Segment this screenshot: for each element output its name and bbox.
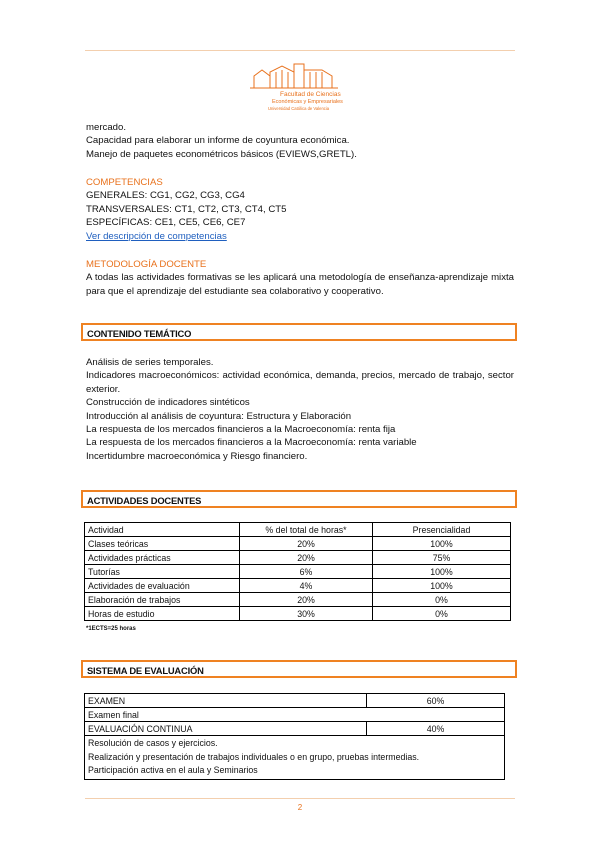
table-cell: Actividades de evaluación (85, 579, 240, 593)
table-cell: 4% (240, 579, 373, 593)
actividades-table (84, 522, 511, 621)
list-item: Análisis de series temporales. (86, 357, 214, 368)
continua-items (85, 736, 505, 780)
examen-value: 60% (367, 694, 505, 708)
table-row (85, 551, 511, 565)
table-cell: 0% (373, 593, 511, 607)
list-item: La respuesta de los mercados financieros a la Macroeconomía: renta variable (86, 437, 417, 449)
list-item: Construcción de indicadores sintéticos (86, 397, 250, 409)
list-item: Resolución de casos y ejercicios. (88, 738, 218, 748)
table-cell: 75% (373, 551, 511, 565)
table-row (85, 736, 505, 780)
metodologia-heading: METODOLOGÍA DOCENTE (86, 259, 207, 270)
footer-rule (85, 798, 515, 799)
continua-value: 40% (367, 722, 505, 736)
table-row (85, 708, 505, 722)
section-contenido-title: CONTENIDO TEMÁTICO (81, 323, 517, 341)
continua-label: EVALUACIÓN CONTINUA (85, 722, 367, 736)
table-row (85, 579, 511, 593)
metodologia-text: A todas las actividades formativas se les aplicará una metodología de enseñanza-aprendizaje mixta para que el aprendizaje del estudiante sea colaborativo y cooperativo. (86, 272, 514, 297)
table-header-row (85, 523, 511, 537)
contenido-list (86, 356, 514, 463)
examen-final: Examen final (85, 708, 505, 722)
table-cell: 100% (373, 565, 511, 579)
list-item: Incertidumbre macroeconómica y Riesgo financiero. (86, 450, 308, 462)
table-cell: 20% (240, 551, 373, 565)
list-item: Realización y presentación de trabajos individuales o en grupo, pruebas intermedias. (88, 751, 420, 762)
list-item: Indicadores macroeconómicos: actividad económica, demanda, precios, mercado de trabajo, sector exterior. (86, 370, 514, 395)
table-cell: 6% (240, 565, 373, 579)
table-row (85, 694, 505, 708)
table-row (85, 607, 511, 621)
intro-line: Capacidad para elaborar un informe de coyuntura económica. (86, 135, 350, 147)
table-header-cell: Actividad (85, 523, 240, 537)
list-item: La respuesta de los mercados financieros a la Macroeconomía: renta fija (86, 424, 396, 436)
section-evaluacion-title: SISTEMA DE EVALUACIÓN (81, 660, 517, 678)
intro-line: Manejo de paquetes econométricos básicos (EVIEWS,GRETL). (86, 148, 357, 160)
competencias-block (86, 176, 286, 243)
logo-line-2: Económicas y Empresariales (272, 99, 343, 105)
ects-note: *1ECTS=25 horas (86, 626, 136, 632)
header-rule (85, 50, 515, 51)
competencias-especificas: ESPECÍFICAS: CE1, CE5, CE6, CE7 (86, 217, 246, 229)
list-item: Introducción al análisis de coyuntura: Estructura y Elaboración (86, 410, 352, 422)
table-cell: Clases teóricas (85, 537, 240, 551)
competencias-heading: COMPETENCIAS (86, 177, 163, 188)
table-row (85, 537, 511, 551)
metodologia-block (86, 258, 514, 298)
page-number: 2 (297, 803, 303, 812)
table-cell: 20% (240, 593, 373, 607)
table-cell: Actividades prácticas (85, 551, 240, 565)
table-cell: Horas de estudio (85, 607, 240, 621)
table-cell: Elaboración de trabajos (85, 593, 240, 607)
table-cell: 30% (240, 607, 373, 621)
table-row (85, 722, 505, 736)
table-header-cell: % del total de horas* (240, 523, 373, 537)
intro-line: mercado. (86, 122, 126, 133)
table-cell: Tutorías (85, 565, 240, 579)
competencias-transversales: TRANSVERSALES: CT1, CT2, CT3, CT4, CT5 (86, 203, 287, 215)
logo-line-3: Universidad Católica de Valencia (268, 106, 330, 111)
logo-line-1: Facultad de Ciencias (280, 91, 341, 98)
table-cell: 100% (373, 537, 511, 551)
table-cell: 0% (373, 607, 511, 621)
list-item: Participación activa en el aula y Seminarios (88, 765, 258, 775)
evaluacion-table (84, 693, 505, 780)
examen-label: EXAMEN (85, 694, 367, 708)
table-cell: 100% (373, 579, 511, 593)
competencias-generales: GENERALES: CG1, CG2, CG3, CG4 (86, 190, 245, 202)
table-row (85, 565, 511, 579)
competencias-link[interactable]: Ver descripción de competencias (86, 230, 227, 242)
table-row (85, 593, 511, 607)
section-actividades-title: ACTIVIDADES DOCENTES (81, 490, 517, 508)
faculty-logo (248, 60, 354, 114)
intro-block (86, 121, 357, 161)
table-header-cell: Presencialidad (373, 523, 511, 537)
table-cell: 20% (240, 537, 373, 551)
